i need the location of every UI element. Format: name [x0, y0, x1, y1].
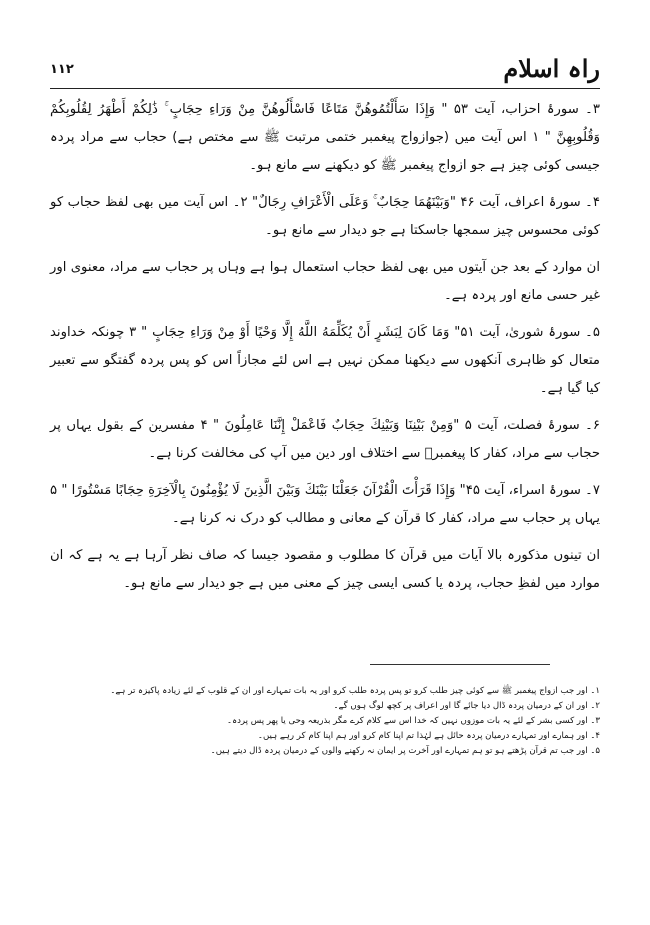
- paragraph-isra: ۷۔ سورۂ اسراء، آیت ۴۵" وَإِذَا قَرَأْتَ الْقُرْآنَ جَعَلْنَا بَيْنَكَ وَبَيْنَ الَّذِينَ لَا يُؤْمِنُونَ بِالْآخِرَةِ حِجَابًا مَسْتُورًا " ۵ یہاں پر حجاب سے مراد، کفار کا قرآن کے معانی و مطالب کو درک نہ کرنا ہے۔: [50, 483, 600, 526]
- footnote-3: ۳۔ اور کسی بشر کے لئے یہ بات موزوں نہیں کہ خدا اس سے کلام کرے مگر بذریعہ وحی یا پھر پس پردہ۔: [227, 716, 600, 726]
- paragraph-aaraf: ۴۔ سورۂ اعراف، آیت ۴۶ "وَبَيْنَهُمَا حِجَابٌ ۚ وَعَلَى الْأَعْرَافِ رِجَالٌ" ۲۔ اس آیت میں بھی لفظ حجاب کو کوئی محسوس چیز سمجھا جاسکتا ہے جو دیدار سے مانع ہو۔: [50, 195, 601, 238]
- paragraph-ahzab: ۳۔ سورۂ احزاب، آیت ۵۳ " وَإِذَا سَأَلْتُمُوهُنَّ مَتَاعًا فَاسْأَلُوهُنَّ مِنْ وَرَاءِ حِجَابٍ ۚ ذَٰلِكُمْ أَطْهَرُ لِقُلُوبِكُمْ وَقُلُوبِهِنَّ " ۱ اس آیت میں (جوازواج پیغمبر ختمی مرتبت ﷺ سے مختص ہے) حجاب سے مراد پردہ جیسی کوئی چیز ہے جو ازواج پیغمبر ﷺ کو دیکھنے سے مانع ہو۔: [50, 102, 600, 173]
- running-title: راہ اسلام: [503, 54, 600, 83]
- paragraph-conclusion: ان تینوں مذکورہ بالا آیات میں قرآن کا مطلوب و مقصود جیسا کہ صاف نظر آرہا ہے یہ ہے کہ ان موارد میں لفظِ حجاب، پردہ یا کسی ایسی چیز کے معنی میں ہے جو دیدار سے مانع ہو۔: [50, 548, 600, 591]
- footnote-separator: [370, 664, 550, 665]
- paragraph-shura: ۵۔ سورۂ شوریٰ، آیت ۵۱" وَمَا كَانَ لِبَشَرٍ أَنْ يُكَلِّمَهُ اللَّهُ إِلَّا وَحْيًا أَوْ مِنْ وَرَاءِ حِجَابٍ " ۳ چونکہ خداوند متعال کو ظاہری آنکھوں سے دیکھنا ممکن نہیں ہے اس لئے مجازاً اس کو پس پردہ گفتگو سے تعبیر کیا گیا ہے۔: [50, 325, 600, 396]
- page-header: [50, 54, 600, 88]
- paragraph-summary: ان موارد کے بعد جن آیتوں میں بھی لفظ حجاب استعمال ہوا ہے وہاں پر حجاب سے مراد، معنوی اور غیر حسی مانع اور پردہ ہے۔: [50, 260, 600, 303]
- footnote-2: ۲۔ اور ان کے درمیان پردہ ڈال دیا جائے گا اور اعراف پر کچھ لوگ ہوں گے۔: [333, 701, 600, 711]
- header-rule: [50, 88, 600, 89]
- footnote-1: ۱۔ اور جب ازواج پیغمبر ﷺ سے کوئی چیز طلب کرو تو پس پردہ طلب کرو اور یہ بات تمہارے اور ان کے قلوب کے لئے زیادہ پاکیزہ تر ہے۔: [110, 686, 600, 696]
- paragraph-fussilat: ۶۔ سورۂ فصلت، آیت ۵ "وَمِنْ بَيْنِنَا وَبَيْنِكَ حِجَابٌ فَاعْمَلْ إِنَّنَا عَامِلُونَ " ۴ مفسرین کے بقول یہاں پر حجاب سے مراد، کفار کا پیغمبرؐ سے اختلاف اور دین میں آپ کی مخالفت کرنا ہے۔: [50, 418, 600, 461]
- footnotes: [50, 684, 600, 759]
- page-number: ۱۱۲: [50, 62, 74, 77]
- footnote-5: ۵۔ اور جب تم قرآن پڑھتے ہو تو ہم تمہارے اور آخرت پر ایمان نہ رکھنے والوں کے درمیان پردہ ڈال دیتے ہیں۔: [210, 746, 600, 756]
- footnote-4: ۴۔ اور ہمارے اور تمہارے درمیان پردہ حائل ہے لہٰذا تم اپنا کام کرو اور ہم اپنا کام کر رہے ہیں۔: [257, 731, 600, 741]
- body-text: [50, 96, 600, 607]
